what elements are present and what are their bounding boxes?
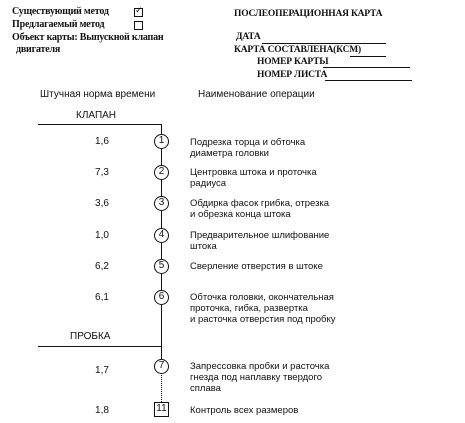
object-label-line1: Объект карты: Выпускной клапан [12,32,164,43]
proposed-method-checkbox[interactable] [134,21,143,30]
existing-method-checkbox[interactable] [134,8,143,17]
flow-line [161,124,162,364]
sheet-number-field[interactable] [325,80,412,81]
valve-section-line [38,124,162,125]
card-number-field[interactable] [323,67,410,68]
norm-value: 1,6 [95,136,109,147]
operation-number: 5 [154,259,169,274]
norm-value: 6,2 [95,261,109,272]
section-plug-label: ПРОБКА [70,331,111,342]
operation-name: Запрессовка пробки и расточка гнезда под наплавку твердого сплава [190,361,330,394]
operation-name: Подрезка торца и обточка диаметра головки [190,137,306,159]
inspection-number: 11 [154,402,169,417]
operation-column-header: Наименование операции [198,89,315,100]
norm-value: 3,6 [95,198,109,209]
operation-name: Центровка штока и проточка радиуса [190,167,317,189]
composed-label: КАРТА СОСТАВЛЕНА(КСМ) [234,45,361,55]
operation-number: 6 [154,290,169,305]
norm-column-header: Штучная норма времени [40,89,156,100]
norm-value: 1,0 [95,230,109,241]
operation-name: Обдирка фасок грибка, отрезка и обрезка конца штока [190,198,330,220]
operation-number: 1 [154,134,169,149]
operation-number: 2 [154,165,169,180]
date-label: ДАТА [236,32,261,42]
norm-value: 1,7 [95,365,109,376]
card-number-label: НОМЕР КАРТЫ [257,57,329,67]
operation-number: 4 [154,228,169,243]
check-mark-icon: ✓ [135,6,143,16]
operation-number: 7 [154,359,169,374]
flow-line-dotted [161,372,162,402]
operation-name: Сверление отверстия в штоке [190,261,323,272]
composed-field[interactable] [350,56,386,57]
operation-name: Предварительное шлифование штока [190,230,330,252]
plug-section-line [38,346,162,347]
norm-value: 1,8 [95,405,109,416]
norm-value: 6,1 [95,292,109,303]
card-title: ПОСЛЕОПЕРАЦИОННАЯ КАРТА [234,9,383,19]
operation-name: Обточка головки, окончательная проточка, гибка, развертка и расточка отверстия под пробку [190,292,336,325]
section-valve-label: КЛАПАН [76,110,117,121]
sheet-number-label: НОМЕР ЛИСТА [257,70,328,80]
existing-method-label: Существующий метод [12,6,109,17]
operation-number: 3 [154,196,169,211]
proposed-method-label: Предлагаемый метод [12,19,105,30]
date-field[interactable] [262,43,386,44]
norm-value: 7,3 [95,167,109,178]
object-label-line2: двигателя [16,44,61,55]
operation-name: Контроль всех размеров [190,405,299,416]
